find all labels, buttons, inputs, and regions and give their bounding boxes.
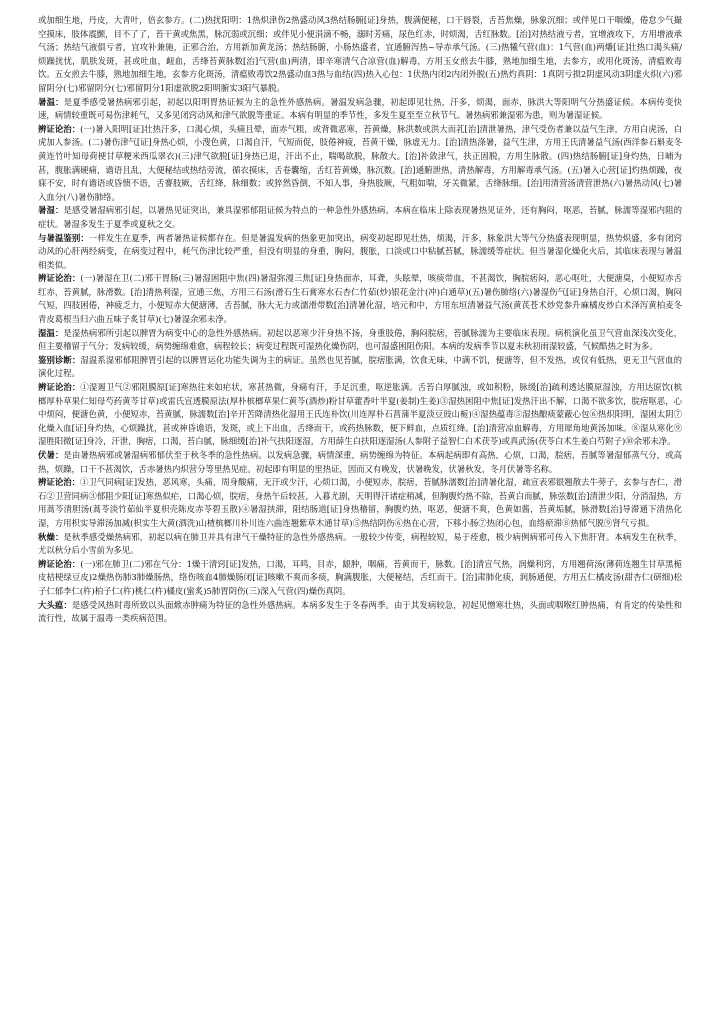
paragraph-text: 湿温系湿邪郁阻脾胃引起的以脾胃运化功能失调为主的病证。虽然也见苔腻，脘痞胀满，饮食无味，中满不饥，便溏等，但不发热，或仅有低热，更无卫气营血的演化过程。: [38, 354, 682, 379]
paragraph: [38, 476, 682, 530]
term-label: 辨证论治：: [38, 273, 81, 284]
term-label: 与暑温鉴别：: [38, 232, 89, 243]
paragraph-text: (一)邪在肺卫(二)邪在气分：1燥干清窍[证]发热，口渴，耳鸣，目赤，龈肿，咽痛，苔黄而干，脉数。[治]清宣气热，润燥利窍，方用翘荷汤(薄荷连翘生甘草黑栀皮桔梗绿豆皮)2燥热伤肺3肺燥肠热，络伤咳血4肺燥肠闭[证]咳嗽不爽而多痰，胸满腹胀，大便秘结，舌红而干。[治]肃肺化痰，润肠通便，方用五仁橘皮汤(甜杏仁(研细)松子仁郁李仁(杵)柏子仁(杵)桃仁(杵)橘皮(蜜炙)5肺胃阴伤(三)深入气营(四)燥伤真阴。: [38, 558, 682, 596]
term-label: 鉴别诊断：: [38, 354, 81, 365]
paragraph: [38, 381, 682, 449]
paragraph-text: 是秋季感受燥热病邪，初起以病在肺卫并具有津气干燥特征的急性外感热病。一般较少传变，病程较短，易于痊愈，极少病例病邪可传入下焦肝肾。本病发生在秋季，尤以秋分后小雪前为多见。: [38, 531, 683, 556]
paragraph: [38, 354, 682, 381]
paragraph-text: 是感受风热时毒所致以头面焮赤肿痛为特征的急性外感热病。本病多发生于冬春两季。由于其发病较急，初起见憎寒壮热，头面或咽喉红肿热痛，有肯定的传染性和流行性，故属于温毒一类疾病范围。: [38, 599, 683, 624]
paragraph-text: (一)暑入阳明[证]壮热汗多，口渴心烦，头痛且晕，面赤气粗，或背微恶寒，苔黄燥，脉洪数或洪大而芤[治]清泄暑热，津气受伤者兼以益气生津，方用白虎汤，白虎加人参汤。(二)暑伤津气[证]身热心烦，小溲色黄，口渴自汗，气短而促，肢倦神疲，苔黄干燥，脉虚无力。[治]清热涤暑，益气生津，方用王氏清暑益气汤(西洋参石斛麦冬黄连竹叶知母荷梗甘草粳米西瓜翠衣)(三)津气欲脱[证]身热已退，汗出不止，喘喝欲脱，脉散大。[治]补敛津气，扶正固脱，方用生脉散。(四)热结肠腑[证]身灼热，日晡为甚，腹胀满硬痛，谵语且乱，大便秘结或热结旁流，循衣摸床，舌卷囊缩，舌红苔黄燥，脉沉数。[治]通腑泄热，清热解毒，方用解毒承气汤。(五)暑入心营[证]灼热烦躁，夜寐不安，时有谵语或昏愦不语，舌謇肢厥，舌红绛，脉细数；或猝然昏倒，不知人事，身热肢厥，气粗如喘，牙关微紧，舌绛脉细。[治]用清营汤清营泄热(六)暑热动风(七)暑入血分(八)暑伤肺络。: [38, 123, 682, 202]
paragraph-text: ①湿遏卫气②邪阻膜原[证]寒热往来如疟状，寒甚热微，身痛有汗，手足沉重，呕逆胀满。舌苔白厚腻浊，或如积粉，脉缓[治]疏利透达膜原湿浊，方用达原饮(槟榔厚朴草果仁知母芍药黄芩甘草)或雷氏宣透膜原法(厚朴槟榔草果仁黄芩(酒炒)粉甘草藿香叶半夏(姜制)生姜)③湿热困阻中焦[证]发热汗出不解，口渴不欲多饮，脘痞呕恶，心中烦闷，便溏色黄，小便短赤，苔黄腻，脉濡数[治]辛开苦降清热化湿用王氏连朴饮(川连厚朴石菖蒲半夏淡豆豉山栀)④湿热蕴毒⑤湿热酿痰蒙蔽心包⑥热炽阳明，湿困太阴⑦化燥入血[证]身灼热，心烦躁扰，甚或神昏谵语，发斑，或上下出血，舌绛而干，或药热脉数，便下鲜血，点质红绛。[治]清营凉血解毒，方用犀角地黄汤加味。⑧湿从寒化⑨湿胜阳微[证]身冷，汗泄，胸痞，口渴，苔白腻，脉细缓[治]补气扶阳逐湿，方用薛生白扶阳逐湿汤(人参附子益智仁白术茯苓)或真武汤(茯苓白术生姜白芍附子)⑩余邪未净。: [38, 382, 682, 447]
term-label: 暑温：: [38, 96, 64, 107]
paragraph-text: 是夏季感受暑热病邪引起，初起以阳明胃热证候为主的急性外感热病。暑温发病急骤，初起即见壮热，汗多，烦渴，面赤，脉洪大等阳明气分热盛证候。本病传变快速，病情较重既可易伤津耗气，又多见闭窍动风和津气欲脱等重证。本病有明显的季节性，多发生夏至至立秋节气。暑热病邪兼湿邪为患，则为暑湿证候。: [38, 96, 683, 121]
term-label: 伏暑：: [38, 450, 64, 460]
term-label: 辨证论治：: [38, 558, 81, 569]
term-label: 辨证论治：: [38, 477, 81, 488]
term-label: 湿温：: [38, 327, 64, 338]
term-label: 辨证论治：: [38, 382, 81, 393]
paragraph-text: 是感受暑湿病邪引起，以暑热见证突出，兼具湿邪郁阻证候为特点的一种急性外感热病。本病在临床上除表现暑热见证外，还有胸闷，呕恶，苔腻，脉濡等湿邪内阻的症状。暑湿多发生于夏季或夏秋之交。: [38, 205, 683, 229]
paragraph: [38, 531, 682, 558]
paragraph: [38, 327, 682, 354]
paragraph: [38, 123, 682, 205]
paragraph: [38, 204, 682, 231]
paragraph: [38, 232, 682, 273]
paragraph-text: 一样发生在夏季，两者暑热证候都存在。但是暑温发病的热象更加突出，病变初起即见壮热，烦渴，汗多，脉象洪大等气分热盛表现明显，热势炽盛，多有闭窍动风的心肝两经病变，在病变过程中，耗气伤津比较严重，但没有明显的身重，胸闷，腹胀，口淡或口中粘腻苔腻，脉濡缓等症状。但当暑湿化燥化火后，其临床表现与暑温相类似。: [38, 232, 683, 270]
paragraph: [38, 96, 682, 123]
term-label: 秋燥：: [38, 531, 64, 542]
term-label: 大头瘟：: [38, 599, 72, 610]
paragraph: [38, 558, 682, 599]
paragraph-text: 是湿热病邪所引起以脾胃为病变中心的急性外感热病。初起以恶寒少汗身热不扬，身重肢倦，胸闷脘痞，苔腻脉濡为主要临床表现。病机演化虽卫气营血深浅次变化，但主要稽留于气分；发病较缓，病势缠绵难愈，病程较长；病变过程既可湿热化燥伤阴，也可湿盛困阻伤阳。本病的发病季节以夏末秋初雨湿较盛，气候酷热之时为多。: [38, 327, 683, 352]
term-label: 暑湿：: [38, 205, 64, 216]
paragraph-text: 是由暑热病邪或暑湿病邪郁伏至于秋冬季的急性热病。以发病急骤，病情深重，病势缠绵为特征。本病起病即有高热，心烦，口渴，脘痞，苔腻等暑湿郁蒸气分，或高热，烦躁，口干不甚渴饮，舌赤暑热内炽营分等里热见症。初起即有明显的里热证，因而又有晚发，伏暑晚发，伏暑秋发，冬月伏暑等名称。: [38, 450, 683, 474]
term-label: 辨证论治：: [38, 123, 81, 134]
paragraph-text: (一)暑湿在卫(二)邪干胃肠(三)暑湿困阻中焦(四)暑湿弥漫三焦[证]身热面赤，耳聋，头眩晕，咳痰带血，不甚渴饮，胸脘痞闷，恶心呕吐，大便溏臭，小便短赤舌红赤，苔黄腻，脉滑数。[治]清热利湿，宣通三焦，方用三石汤(滑石生石膏寒水石杏仁竹茹(炒)银花金汁(冲)白通草)(五)暑伤肺络(六)暑湿伤气[证]身热自汗，心烦口渴，胸闷气短，四肢困倦，神疲乏力，小便短赤大便溏薄，舌苔腻，脉大无力或濡滑带数[治]清暑化湿，培元和中，方用东垣清暑益气汤(黄芪苍术炒党参升麻橘皮炒白术泽泻黄柏麦冬青皮葛根当归六曲五味子炙甘草)(七)暑湿余邪未净。: [38, 273, 682, 325]
paragraph-text: ①卫气同病[证]发热，恶风寒，头痛，周身酸痛，无汗或少汗，心烦口渴，小便短赤，脘痞，苔腻脉濡数[治]清暑化湿，疏宣表邪银翘散去牛蒡子，玄参与杏仁，滑石②卫营同病③郁阻少阳[证]寒热似疟，口渴心烦，脘痞，身热午后较甚，入暮尤剧，天明得汗诸症稍减，但胸腹灼热不除，苔黄白而腻，脉弦数[治]清泄少阳，分消湿热，方用蒿芩清胆汤(蒿苓淡竹茹仙半夏枳壳陈皮赤苓碧玉散)④暑湿挟滞，阻结肠道[证]身热稽留，胸腹灼热，呕恶，便溏不爽，色黄如酱，苔黄垢腻，脉滑数[治]导滞通下清热化湿，方用枳实导滞汤加减(枳实生大黄(酒洗)山楂槟榔川朴川连六曲连翘紫草木通甘草)⑤热结阴伤⑥热在心营，下移小肠⑦热闭心包，血络瘀滞⑧热郁气脱⑨肾气亏损。: [38, 477, 682, 528]
paragraph: [38, 599, 682, 626]
paragraph: [38, 449, 682, 476]
paragraph-text: 或加细生地，丹皮，大青叶，倍玄参方。(二)热扰阳明：1热炽津伤2热盛动风3热结肠腑[证]身热，腹满便秘，口干唇裂，舌苔焦燥，脉象沉细；或伴见口干咽燥，倦怠少气撮空摸床，肢体震颤，目不了了，苔干黄或焦黑，脉沉弱或沉细；或伴见小便涓滴不畅，溺时芳痛，尿色红赤，时烦渴，舌红脉数。[治]对热结液亏者，宜增液攻下，方用增液承气汤；热结气液俱亏者，宜攻补兼施，正邪合治，方用新加黄龙汤；热结肠腑，小肠热盛者，宜通腑泻热~导赤承气汤。(三)热犧气营(血)：1气营(血)两燔[证]壮热口渴头痛/烦躁扰忧，肌肤发斑，甚或吐血，衄血，舌绛苔黄脉数[治]气营(血)两清，即辛寒清气合凉营(血)解毒，方用玉女煎去牛膝，熟地加细生地，去参方，或用化斑汤，清瘟败毒饮。五女煎去牛膝，熟地加细生地，玄参方化斑汤，清瘟败毒饮2热盛动血3热与血结(四)热入心包：1伏热内闭2内闭外脱(五)热灼真阴：1真阴亏损2阴虚风动3阴虚火炽(六)邪留阴分(七)邪留阴分(七)邪留阴分1阳虚欲脱2阳明腑实3阳气暴脱。: [38, 15, 682, 93]
paragraph: [38, 14, 682, 96]
paragraph: [38, 272, 682, 326]
